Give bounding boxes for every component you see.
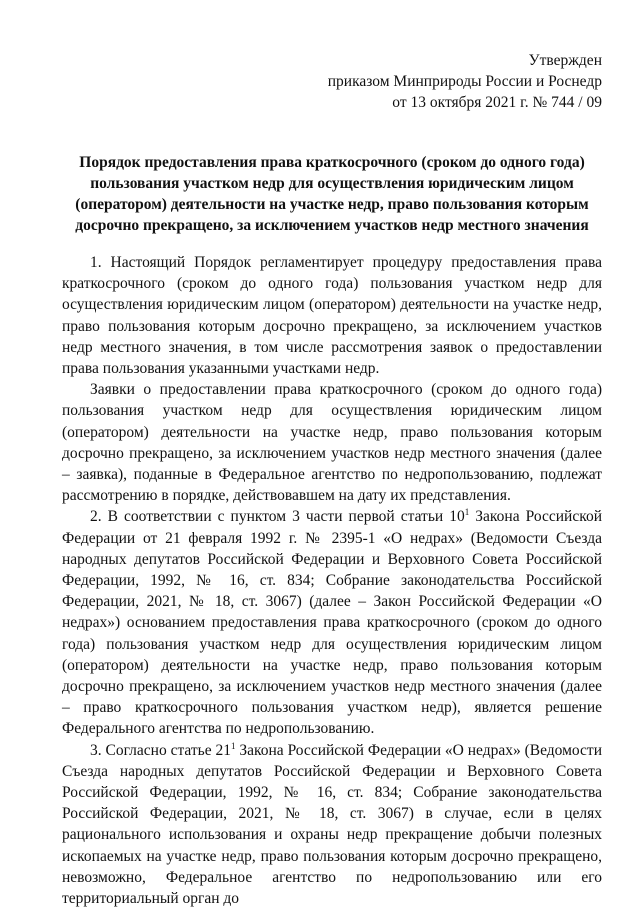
- paragraph-4-rest: Закона Российской Федерации «О недрах» (Ведомости Съезда народных депутатов Российской Федерации и Верховного Совета Российской Федерации, 1992, № 16, ст. 834; Собрание законодательства Российской Федерации, 2021, № 18, ст. 3067) в случае, если в целях рационального использования и охраны недр прекращение добычи полезных ископаемых на участке недр, право пользования которым досрочно прекращено, невозможно, Федеральное агентство по недропользованию или его территориальный орган до: [62, 741, 602, 908]
- paragraph-3: [62, 506, 602, 739]
- document-body: [62, 252, 602, 909]
- approval-line-approved: Утвержден: [528, 52, 602, 69]
- document-title: Порядок предоставления права краткосрочного (сроком до одного года) пользования участком недр для осуществления юридическим лицом (оператором) деятельности на участке недр, право пользования которым досрочно прекращено, за исключением участков недр местного значения: [75, 154, 589, 234]
- paragraph-2: Заявки о предоставлении права краткосрочного (сроком до одного года) пользования участком недр для осуществления юридическим лицом (оператором) деятельности на участке недр, право пользования которым досрочно прекращено, за исключением участков недр местного значения (далее – заявка), поданные в Федеральное агентство по недропользованию, подлежат рассмотрению в порядке, действовавшем на дату их представления.: [62, 381, 602, 505]
- paragraph-3-start: 2. В соответствии с пунктом 3 части первой статьи 10: [90, 508, 465, 526]
- footnote-superscript: 1: [231, 740, 236, 751]
- paragraph-4: [62, 740, 602, 909]
- approval-line-order: приказом Минприроды России и Роснедр: [327, 73, 602, 90]
- paragraph-1: 1. Настоящий Порядок регламентирует процедуру предоставления права краткосрочного (сроком до одного года) пользования участком недр для осуществления юридическим лицом (оператором) деятельности на участке недр, право пользования которым досрочно прекращено, за исключением участков недр местного значения, в том числе рассмотрения заявок о предоставлении права пользования указанными участками недр.: [62, 254, 602, 378]
- footnote-superscript: 1: [464, 507, 470, 518]
- paragraph-4-start: 3. Согласно статье 21: [90, 741, 231, 759]
- approval-stamp: [328, 50, 602, 113]
- approval-line-date: от 13 октября 2021 г. № 744 / 09: [392, 94, 602, 111]
- paragraph-3-rest: Закона Российской Федерации от 21 февраля 1992 г. № 2395-1 «О недрах» (Ведомости Съезда народных депутатов Российской Федерации и Верховного Совета Российской Федерации, 1992, № 16, ст. 834; Собрание законодательства Российской Федерации, 2021, № 18, ст. 3067) (далее – Закон Российской Федерации «О недрах») основанием предоставления права краткосрочного (сроком до одного года) пользования участком недр для осуществления юридическим лицом (оператором) деятельности на участке недр, право пользования которым досрочно прекращено, за исключением участков недр местного значения (далее – право краткосрочного пользования участком недр), является решение Федерального агентства по недропользованию.: [62, 508, 602, 738]
